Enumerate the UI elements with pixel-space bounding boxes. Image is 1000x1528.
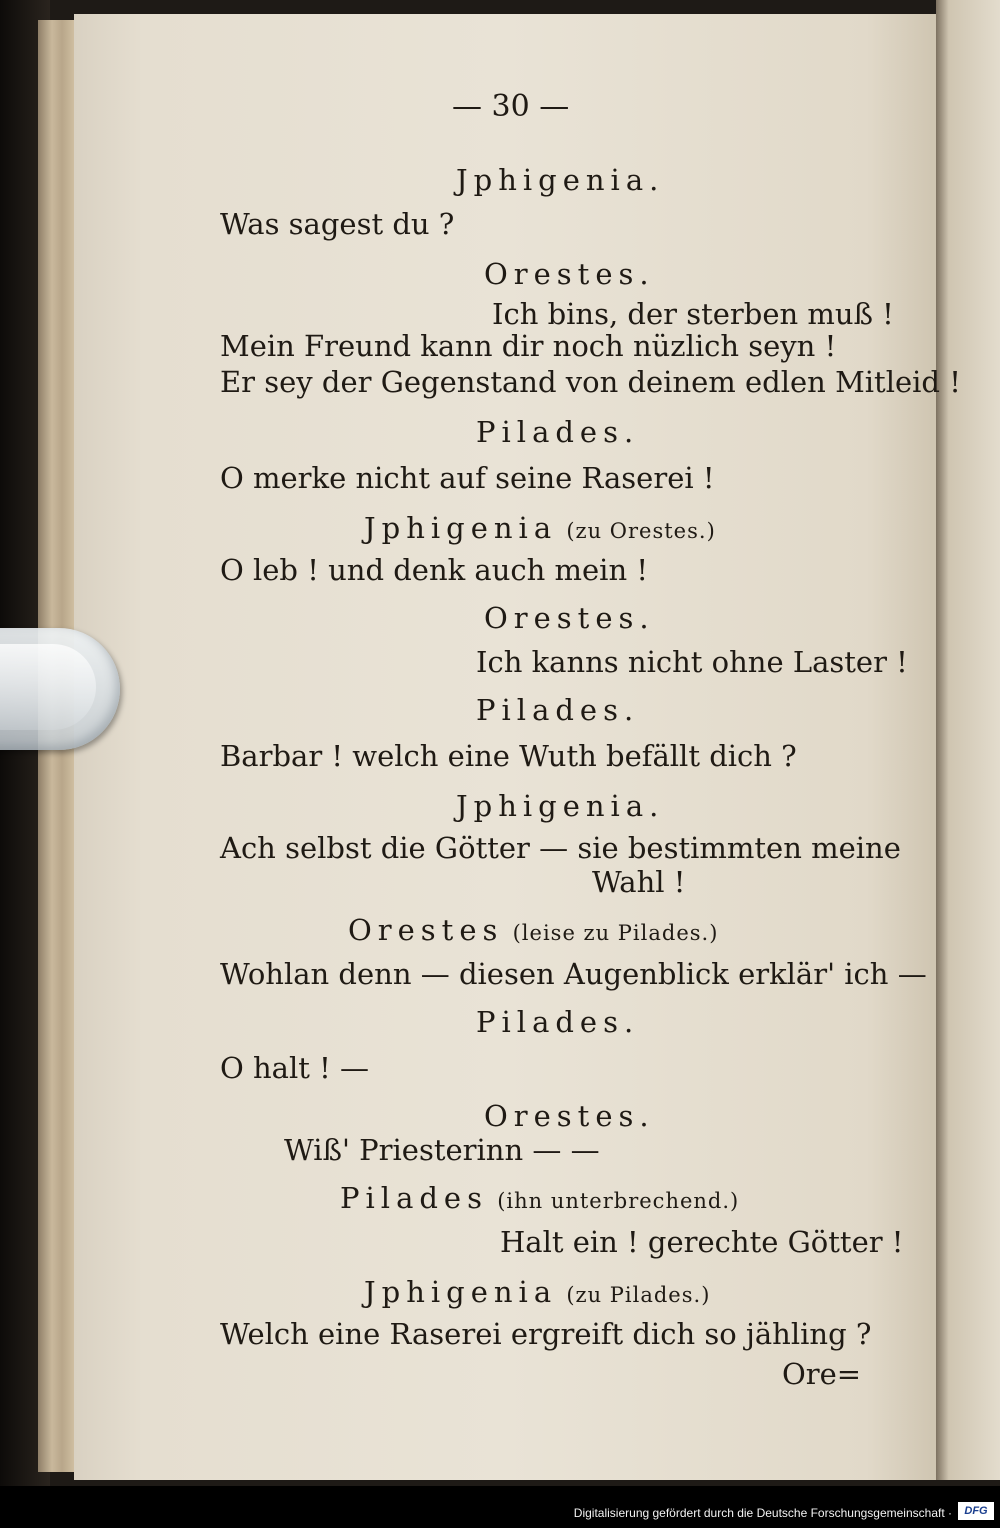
book-page (74, 14, 961, 1480)
dialogue-line: Er sey der Gegenstand von deinem edlen Mitleid ! (220, 365, 961, 399)
speaker-pilades: Pilades. (476, 693, 640, 727)
dialogue-line: O merke nicht auf seine Raserei ! (220, 461, 715, 495)
dialogue-line: Barbar ! welch eine Wuth befällt dich ? (220, 739, 797, 773)
dialogue-line: O leb ! und denk auch mein ! (220, 553, 649, 587)
speaker-iphigenia: Jphigenia. (456, 163, 665, 197)
dialogue-line: Mein Freund kann dir noch nüzlich seyn ! (220, 329, 837, 363)
dialogue-line: Wiß' Priesterinn — — (284, 1133, 600, 1167)
stage-direction: (ihn unterbrechend.) (497, 1189, 740, 1213)
speaker-with-stage-direction (348, 913, 719, 947)
speaker-iphigenia: Jphigenia. (456, 789, 665, 823)
speaker-orestes: Orestes (348, 913, 504, 947)
speaker-iphigenia: Jphigenia (364, 511, 558, 545)
catchword: Ore= (782, 1357, 862, 1391)
speaker-orestes: Orestes. (484, 257, 655, 291)
dialogue-line: Halt ein ! gerechte Götter ! (500, 1225, 904, 1259)
speaker-orestes: Orestes. (484, 601, 655, 635)
speaker-with-stage-direction (364, 1275, 711, 1309)
dialogue-line: Welch eine Raserei ergreift dich so jähling ? (220, 1317, 872, 1351)
footer-credit: Digitalisierung gefördert durch die Deutsche Forschungsgemeinschaft · (573, 1506, 952, 1520)
adjacent-page (936, 0, 1000, 1480)
stage-direction: (zu Orestes.) (566, 519, 716, 543)
dialogue-line: Wohlan denn — diesen Augenblick erklär' ich — (220, 957, 927, 991)
dialogue-line: Was sagest du ? (220, 207, 455, 241)
speaker-orestes: Orestes. (484, 1099, 655, 1133)
dialogue-line: Ich bins, der sterben muß ! (492, 297, 894, 331)
speaker-pilades: Pilades (340, 1181, 488, 1215)
speaker-with-stage-direction (340, 1181, 740, 1215)
bookmark-clip (0, 628, 120, 750)
dialogue-line: Wahl ! (592, 865, 686, 899)
speaker-iphigenia: Jphigenia (364, 1275, 558, 1309)
page-number: — 30 — (452, 89, 570, 124)
stage-direction: (zu Pilades.) (566, 1283, 711, 1307)
stage-direction: (leise zu Pilades.) (512, 921, 719, 945)
speaker-pilades: Pilades. (476, 1005, 640, 1039)
speaker-pilades: Pilades. (476, 415, 640, 449)
dialogue-line: O halt ! — (220, 1051, 369, 1085)
dfg-logo: DFG (958, 1502, 994, 1520)
dialogue-line: Ich kanns nicht ohne Laster ! (476, 645, 908, 679)
dialogue-line: Ach selbst die Götter — sie bestimmten meine (220, 831, 901, 865)
speaker-with-stage-direction (364, 511, 716, 545)
